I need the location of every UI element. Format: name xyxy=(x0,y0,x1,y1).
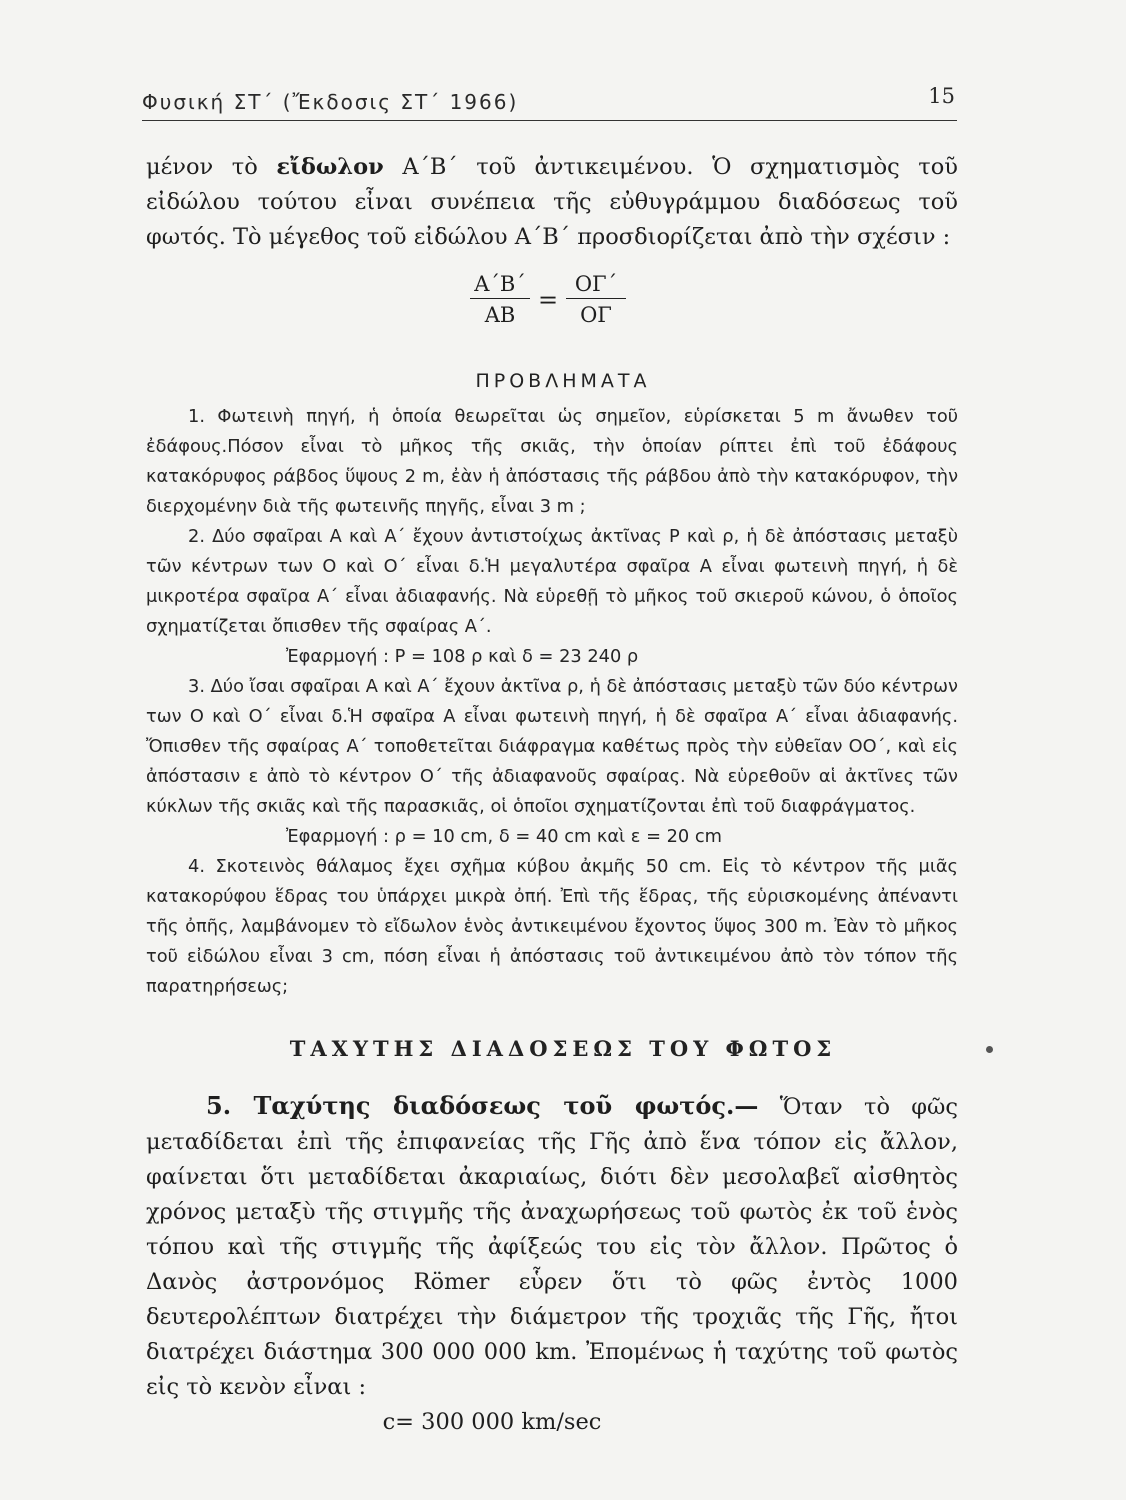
left-numerator: Α΄Β΄ xyxy=(474,272,526,296)
ratio-formula xyxy=(470,272,630,332)
problems-list xyxy=(146,402,958,1002)
problem-2: 2. Δύο σφαῖραι Α καὶ Α΄ ἔχουν ἀντιστοίχως ἀκτῖνας Ρ καὶ ρ, ἡ δὲ ἀπόστασις μεταξὺ τῶν κέντρων των Ο καὶ Ο΄ εἶναι δ.Ἡ μεγαλυτέρα σφαῖρα Α εἶναι φωτεινὴ πηγή, ἡ δὲ μικροτέρα σφαῖρα Α΄ εἶναι ἀδιαφανής. Νὰ εὑρεθῇ τὸ μῆκος τοῦ σκιεροῦ κώνου, ὁ ὁποῖος σχηματίζεται ὄπισθεν τῆς σφαίρας Α΄. xyxy=(146,526,958,637)
problems-heading: ΠΡΟΒΛΗΜΑΤΑ xyxy=(475,370,651,392)
problem-3: 3. Δύο ἴσαι σφαῖραι Α καὶ Α΄ ἔχουν ἀκτῖνα ρ, ἡ δὲ ἀπόστασις μεταξὺ τῶν δύο κέντρων των Ο καὶ Ο΄ εἶναι δ.Ἡ σφαῖρα Α εἶναι φωτεινὴ πηγή, ἡ δὲ σφαῖρα Α΄ εἶναι ἀδιαφανής. Ὄπισθεν τῆς σφαίρας Α΄ τοποθετεῖται διάφραγμα καθέτως πρὸς τὴν εὐθεῖαν ΟΟ΄, καὶ εἰς ἀπόστασιν ε ἀπὸ τὸ κέντρον Ο΄ τῆς ἀδιαφανοῦς σφαίρας. Νὰ εὑρεθοῦν αἱ ἀκτῖνες τῶν κύκλων τῆς σκιᾶς καὶ τῆς παρασκιᾶς, οἱ ὁποῖοι σχηματίζονται ἐπὶ τοῦ διαφράγματος. xyxy=(146,676,958,817)
right-fraction xyxy=(566,272,626,327)
intro-paragraph xyxy=(146,150,958,255)
problem-2-application: Ἐφαρμογή : Ρ = 108 ρ καὶ δ = 23 240 ρ xyxy=(286,646,639,667)
problem-3-application: Ἐφαρμογή : ρ = 10 cm, δ = 40 cm καὶ ε = 20 cm xyxy=(286,826,722,847)
equals-sign: = xyxy=(538,286,559,314)
page-number: 15 xyxy=(928,84,955,108)
running-title: Φυσική ΣΤ΄ (Ἔκδοσις ΣΤ΄ 1966) xyxy=(142,90,519,114)
intro-text-1: μένον τὸ xyxy=(146,154,277,180)
section-5-text: Ὅταν τὸ φῶς μεταδίδεται ἐπὶ τῆς ἐπιφανείας τῆς Γῆς ἀπὸ ἕνα τόπον εἰς ἄλλον, φαίνεται ὅτι μεταδίδεται ἀκαριαίως, διότι δὲν μεσολαβεῖ αἰσθητὸς χρόνος μεταξὺ τῆς στιγμῆς τῆς ἀναχωρήσεως τοῦ φωτὸς ἐκ τοῦ ἑνὸς τόπου καὶ τῆς στιγμῆς τῆς ἀφίξεώς του εἰς τὸν ἄλλον. Πρῶτος ὁ Δανὸς ἀστρονόμος Römer εὗρεν ὅτι τὸ φῶς ἐντὸς 1000 δευτερολέπτων διατρέχει τὴν διάμετρον τῆς τροχιᾶς τῆς Γῆς, ἤτοι διατρέχει διάστημα 300 000 000 km. Ἐπομένως ἡ ταχύτης τοῦ φωτὸς εἰς τὸ κενὸν εἶναι : xyxy=(146,1094,958,1400)
speed-of-light-formula: c= 300 000 km/sec xyxy=(382,1409,602,1435)
right-denominator: ΟΓ xyxy=(580,303,612,327)
section-5-paragraph xyxy=(146,1088,958,1440)
ink-speck xyxy=(986,1046,993,1053)
intro-text-2: Α΄Β΄ τοῦ ἀντικειμένου. Ὁ σχηματισμὸς τοῦ εἰδώλου τούτου εἶναι συνέπεια τῆς εὐθυγράμμου διαδόσεως τοῦ φωτός. Τὸ μέγεθος τοῦ εἰδώλου Α΄Β΄ προσδιορίζεται ἀπὸ τὴν σχέσιν : xyxy=(146,154,958,250)
intro-bold-term: εἴδωλον xyxy=(276,154,384,180)
problem-1: 1. Φωτεινὴ πηγή, ἡ ὁποία θεωρεῖται ὡς σημεῖον, εὑρίσκεται 5 m ἄνωθεν τοῦ ἐδάφους.Πόσον εἶναι τὸ μῆκος τῆς σκιᾶς, τὴν ὁποίαν ρίπτει ἐπὶ τοῦ ἐδάφους κατακόρυφος ράβδος ὕψους 2 m, ἐὰν ἡ ἀπόστασις τῆς ράβδου ἀπὸ τὴν κατακόρυφον, τὴν διερχομένην διὰ τῆς φωτεινῆς πηγῆς, εἶναι 3 m ; xyxy=(146,406,958,517)
section-title: ΤΑΧΥΤΗΣ ΔΙΑΔΟΣΕΩΣ ΤΟΥ ΦΩΤΟΣ xyxy=(289,1036,837,1061)
problem-4: 4. Σκοτεινὸς θάλαμος ἔχει σχῆμα κύβου ἀκμῆς 50 cm. Εἰς τὸ κέντρον τῆς μιᾶς κατακορύφου ἕδρας του ὑπάρχει μικρὰ ὀπή. Ἐπὶ τῆς ἕδρας, τῆς εὑρισκομένης ἀπέναντι τῆς ὀπῆς, λαμβάνομεν τὸ εἴδωλον ἑνὸς ἀντικειμένου ἔχοντος ὕψος 300 m. Ἐὰν τὸ μῆκος τοῦ εἰδώλου εἶναι 3 cm, πόση εἶναι ἡ ἀπόστασις τοῦ ἀντικειμένου ἀπὸ τὸν τόπον τῆς παρατηρήσεως; xyxy=(146,856,958,997)
right-numerator: ΟΓ΄ xyxy=(574,272,618,296)
section-5-heading: 5. Ταχύτης διαδόσεως τοῦ φωτός.— xyxy=(206,1091,759,1120)
page-header xyxy=(142,84,957,121)
left-denominator: ΑΒ xyxy=(484,303,516,327)
left-fraction xyxy=(470,272,530,327)
